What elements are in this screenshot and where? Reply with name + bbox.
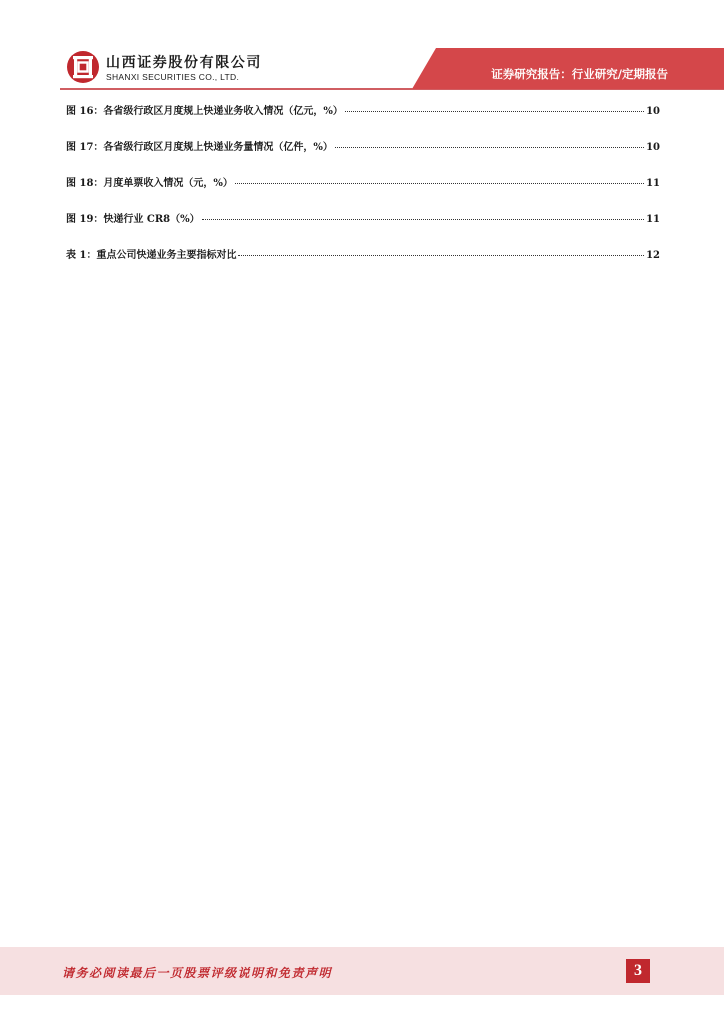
toc-leader-dots [202, 211, 644, 220]
toc-entry-page: 10 [646, 142, 660, 153]
toc-entry-label: 图 17：各省级行政区月度规上快递业务量情况（亿件，%） [66, 142, 333, 153]
toc-entry-page: 12 [646, 250, 660, 261]
report-type-label: 证券研究报告：行业研究/定期报告 [491, 67, 668, 81]
toc-entry[interactable] [66, 212, 660, 248]
figure-table-list [66, 104, 660, 284]
toc-leader-dots [238, 247, 644, 256]
page-header [0, 0, 724, 96]
page-number: 3 [626, 959, 650, 983]
toc-leader-dots [235, 175, 644, 184]
toc-entry[interactable] [66, 104, 660, 140]
toc-entry-label: 表 1：重点公司快递业务主要指标对比 [66, 250, 237, 261]
toc-entry-label: 图 19：快递行业 CR8（%） [66, 214, 200, 225]
toc-entry[interactable] [66, 248, 660, 284]
toc-entry[interactable] [66, 140, 660, 176]
company-name-en: SHANXI SECURITIES CO., LTD. [106, 72, 240, 82]
company-name-cn: 山西证券股份有限公司 [106, 55, 262, 71]
toc-leader-dots [345, 103, 644, 112]
page-footer [0, 947, 724, 995]
toc-entry-page: 10 [646, 106, 660, 117]
toc-entry-page: 11 [646, 178, 660, 189]
disclaimer-notice: 请务必阅读最后一页股票评级说明和免责声明 [62, 966, 333, 980]
shanxi-securities-logo-icon [66, 50, 100, 84]
toc-entry-label: 图 18：月度单票收入情况（元，%） [66, 178, 233, 189]
toc-entry[interactable] [66, 176, 660, 212]
toc-entry-page: 11 [646, 214, 660, 225]
toc-leader-dots [335, 139, 644, 148]
toc-entry-label: 图 16：各省级行政区月度规上快递业务收入情况（亿元，%） [66, 106, 343, 117]
